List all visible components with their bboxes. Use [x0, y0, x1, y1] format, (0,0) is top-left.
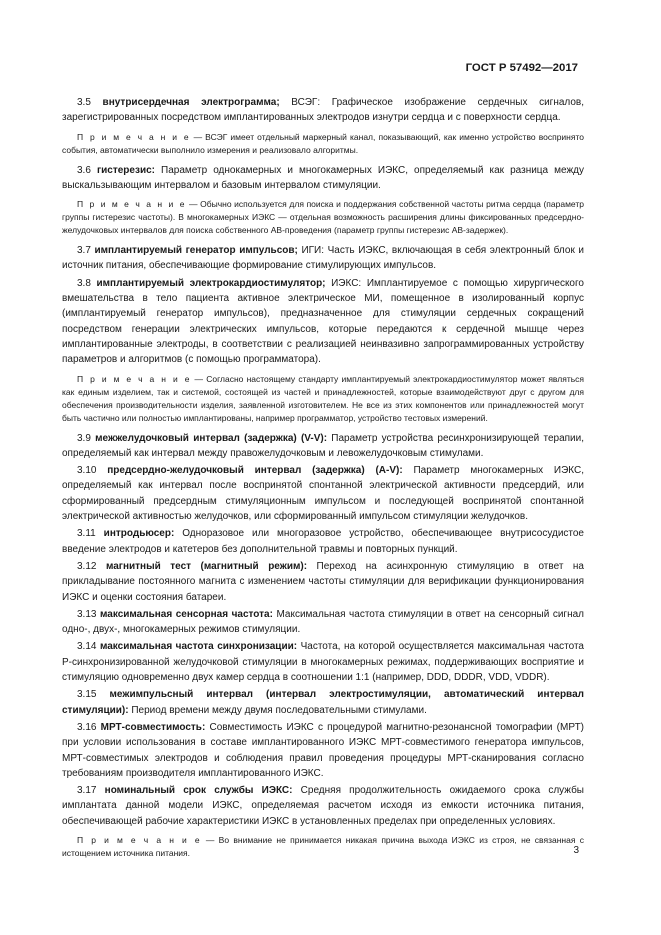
note-text: — Во внимание не принимается никакая причина выхода ИЭКС из строя, не связанная с истощением источника питания.	[62, 834, 585, 858]
entry-term: магнитный тест (магнитный режим):	[105, 560, 308, 572]
note-label: П р и м е ч а н и е	[77, 131, 191, 142]
definition-entry	[62, 720, 584, 781]
entry-term: межжелудочковый интервал (задержка) (V-V):	[95, 432, 328, 444]
entry-text: ИГИ: Часть ИЭКС, включающая в себя электронный блок и источник питания, обеспечивающие формирование стимулирующих импульсов.	[62, 245, 584, 272]
entry-text: Одноразовое или многоразовое устройство, обеспечивающее внутрисосудистое введение электродов и катетеров без дополнительной травмы и повторных пункций.	[62, 528, 584, 555]
note	[62, 131, 584, 157]
note-text: — ВСЭГ имеет отдельный маркерный канал, показывающий, как именно устройство воспринято события, автоматически выполнило измерения и реализовало алгоритмы.	[62, 131, 584, 155]
entry-text: Параметр устройства ресинхронизирующей терапии, определяемый как интервал между правожелудочковым и левожелудочковым стимулами.	[62, 432, 585, 459]
note	[62, 834, 584, 860]
note	[62, 373, 584, 425]
entry-text: Параметр однокамерных и многокамерных ИЭКС, определяемый как разница между выскальзывающим интервалом и базовым интервалом стимуляции.	[62, 164, 584, 191]
note-text: — Обычно используется для поиска и поддержания собственной частоты ритма сердца (параметр группы гистерезис частоты). В многокамерных ИЭКС — отдельная возможность расширения длины фиксированных предсердно-желудочковых интервалов для поиска собственного АВ-проведения (параметр группы гистерезис АВ-задержек).	[62, 199, 584, 236]
entry-text: Совместимость ИЭКС с процедурой магнитно-резонансной томографии (МРТ) при условии использования в составе имплантированного ИЭКС МРТ-совместимого генератора импульсов, МРТ-совместимых электродов и соблюдения правил проведения процедуры МРТ-сканирования согласно требованиям производителя имплантированного ИЭКС.	[62, 721, 585, 779]
entry-term: межимпульсный интервал (интервал электростимуляции, автоматический интервал стимуляции):	[62, 689, 584, 716]
definition-entry	[62, 431, 584, 462]
entry-number: 3.14	[77, 641, 97, 653]
entry-text: Период времени между двумя последовательными стимулами.	[128, 704, 427, 716]
page-number: 3	[573, 845, 579, 856]
entry-text: Частота, на которой осуществляется максимальная частота Р-синхронизированной желудочковой стимуляции в многокамерных режимах, поддерживающих восприятие и стимуляцию одновременно двух камер сердца в соотношении 1:1 (например, DDD, DDDR, VDD, VDDR).	[62, 641, 584, 684]
definition-entry	[62, 607, 584, 638]
entry-term: интродьюсер:	[103, 528, 175, 540]
entry-term: максимальная сенсорная частота:	[100, 608, 273, 620]
definition-entry	[62, 95, 584, 126]
definition-entry	[62, 276, 584, 368]
entry-term: имплантируемый генератор импульсов;	[94, 245, 298, 257]
entry-term: МРТ-совместимость:	[100, 721, 206, 733]
entry-number: 3.16	[77, 721, 97, 733]
entry-number: 3.7	[77, 245, 91, 257]
entry-term: имплантируемый электрокардиостимулятор;	[96, 277, 326, 289]
note-text: — Согласно настоящему стандарту имплантируемый электрокардиостимулятор может являться как единым изделием, так и системой, состоящей из частей и принадлежностей, которые взаимодействуют друг с другом для обеспечения производительности изделия, заявленной изготовителем. Не все из этих компонентов или принадлежностей могут быть частично или полностью имплантированы, например программатор, устройство тестовых измерений.	[62, 373, 584, 423]
entry-number: 3.13	[77, 608, 97, 620]
definition-entry	[62, 559, 584, 605]
document-body	[62, 95, 584, 866]
entry-number: 3.11	[77, 528, 96, 540]
entry-term: внутрисердечная электрограмма;	[102, 97, 280, 108]
note-label: П р и м е ч а н и е	[77, 373, 192, 384]
entry-number: 3.8	[77, 277, 91, 289]
note	[62, 198, 584, 237]
definition-entry	[62, 243, 584, 274]
entry-text: Средняя продолжительность ожидаемого срока службы имплантата данной модели ИЭКС, определяемая расчетом исходя из емкости источника питания, обеспечивающей рабочие характеристики ИЭКС в установленных пределах при определенных условиях.	[62, 785, 584, 827]
entry-term: гистерезис:	[96, 164, 155, 176]
entry-number: 3.6	[77, 164, 91, 176]
definition-entry	[62, 463, 584, 524]
note-label: П р и м е ч а н и е	[77, 199, 187, 210]
entry-text: ВСЭГ: Графическое изображение сердечных сигналов, зарегистрированных посредством имплантированных электродов изнутри сердца и с поверхности сердца.	[62, 97, 584, 124]
entry-text: ИЭКС: Имплантируемое с помощью хирургического вмешательства в тело пациента активное электрическое МИ, помещенное в изолированный корпус (имплантируемый генератор импульсов), предназначенное для стимуляции сердечных сокращений посредством генерации электрических импульсов, которые передаются к сердечной мышце через имплантированные электроды, в соответствии с реализацией неинвазивно запрограммированных устройству параметров и алгоритмов (с помощью программатора).	[62, 277, 584, 366]
entry-term: номинальный срок службы ИЭКС:	[104, 785, 293, 797]
entry-term: предсердно-желудочковый интервал (задержка) (A-V):	[107, 465, 403, 477]
definition-entry	[62, 783, 584, 829]
entry-number: 3.12	[77, 560, 97, 572]
entry-number: 3.17	[77, 785, 97, 797]
standard-number: ГОСТ Р 57492—2017	[465, 62, 578, 74]
definition-entry	[62, 639, 584, 685]
entry-text: Параметр многокамерных ИЭКС, определяемый как интервал после воспринятой спонтанной электрической активности предсердий, или сформированный предсердным стимуляционным импульсом и последующей воспринятой спонтанной электрической активностью желудочков, или сформированный импульсом стимуляции желудочков.	[62, 465, 585, 523]
definition-entry	[62, 526, 584, 557]
entry-number: 3.10	[77, 465, 97, 477]
definition-entry	[62, 163, 584, 194]
entry-text: Максимальная частота стимуляции в ответ на сенсорный сигнал одно-, двух-, многокамерных режимов стимуляции.	[62, 608, 585, 636]
entry-number: 3.5	[77, 97, 91, 108]
entry-term: максимальная частота синхронизации:	[99, 641, 298, 653]
entry-number: 3.9	[77, 432, 91, 444]
entry-number: 3.15	[77, 689, 97, 701]
note-label: П р и м е ч а н и е	[77, 834, 202, 845]
entry-text: Переход на асинхронную стимуляцию в ответ на прикладывание постоянного магнита с изменением частоты стимуляции для верификации функционирования ИЭКС и оценки состояния батареи.	[62, 560, 584, 603]
definition-entry	[62, 687, 584, 718]
